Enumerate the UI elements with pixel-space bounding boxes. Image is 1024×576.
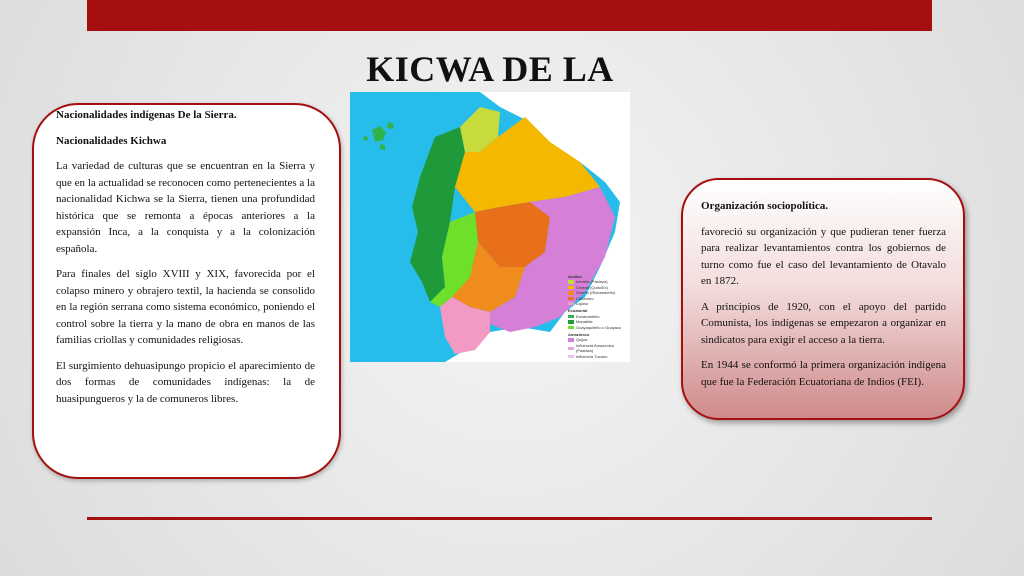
- legend-group-amazonico: Amazónico: [568, 332, 590, 338]
- ecuador-dialect-map: [350, 92, 630, 362]
- map-legend: [568, 272, 628, 359]
- left-heading-1: Nacionalidades indígenas De la Sierra.: [56, 109, 237, 121]
- left-paragraph-3: El surgimiento dehuasipungo propicio el aparecimiento de dos formas de comunidades indígenas: la de huasipungueros y la de comuneros libres.: [56, 359, 315, 405]
- legend-item: Influencia Tucano: [568, 354, 628, 359]
- legend-item: Manabita: [568, 319, 628, 324]
- legend-item: Guayaquileño o Guayaco: [568, 325, 628, 330]
- right-text-card: [681, 178, 965, 420]
- left-paragraph-1: La variedad de culturas que se encuentran en la Sierra y que en la actualidad se reconocen como pertenecientes a la nacionalidad Kichwa se la Sierra, tienen una profundidad histórica que se remonta a épocas anteriores a la expansión Inca, a la conquista y a la colonización española.: [56, 160, 315, 255]
- left-paragraph-2: Para finales del siglo XVIII y XIX, favorecida por el colapso minero y obrajero textil, la hacienda se consolido en la región serrana como sistema económico, poniendo el control sobre la tierra y la mano de obra en manos de las familias criollas y comunidades religiosas.: [56, 268, 315, 346]
- slide-title: KICWA DE LA: [366, 49, 614, 89]
- right-paragraph-2: A principios de 1920, con el apoyo del partido Comunista, los indígenas se empezaron a organizar en sindicatos para exigir el acceso a la tierra.: [701, 300, 946, 346]
- galapagos-islands: [363, 122, 394, 150]
- legend-item: Lojano: [568, 301, 628, 306]
- legend-item: Cañanreo: [568, 296, 628, 301]
- legend-item: Central (Quito/Ex): [568, 285, 628, 290]
- right-heading: Organización sociopolítica.: [701, 200, 829, 212]
- legend-item: Esmeraldeño: [568, 314, 628, 319]
- legend-group-andino: Andino: [568, 274, 582, 279]
- right-paragraph-1: favoreció su organización y que pudieran tener fuerza para realizar levantamientos contra los gobiernos de turno como fue el caso del levantamiento de Otavalo en 1872.: [701, 225, 946, 287]
- legend-item: Imbaña (Pastaza): [568, 279, 628, 284]
- legend-item: Sureño (Riobambeño): [568, 290, 628, 295]
- right-paragraph-3: En 1944 se conformó la primera organización indígena que fue la Federación Ecuatoriana de Indios (FEI).: [701, 359, 946, 388]
- legend-item: Influencia Amazónica (Pastaza): [568, 343, 628, 354]
- left-heading-2: Nacionalidades Kichwa: [56, 134, 167, 147]
- legend-group-ecuatorial: Ecuatorial: [568, 308, 588, 314]
- left-text-card: [32, 103, 341, 479]
- top-accent-bar: [87, 0, 932, 31]
- legend-item: Quijos: [568, 337, 628, 342]
- bottom-accent-line: [87, 517, 932, 520]
